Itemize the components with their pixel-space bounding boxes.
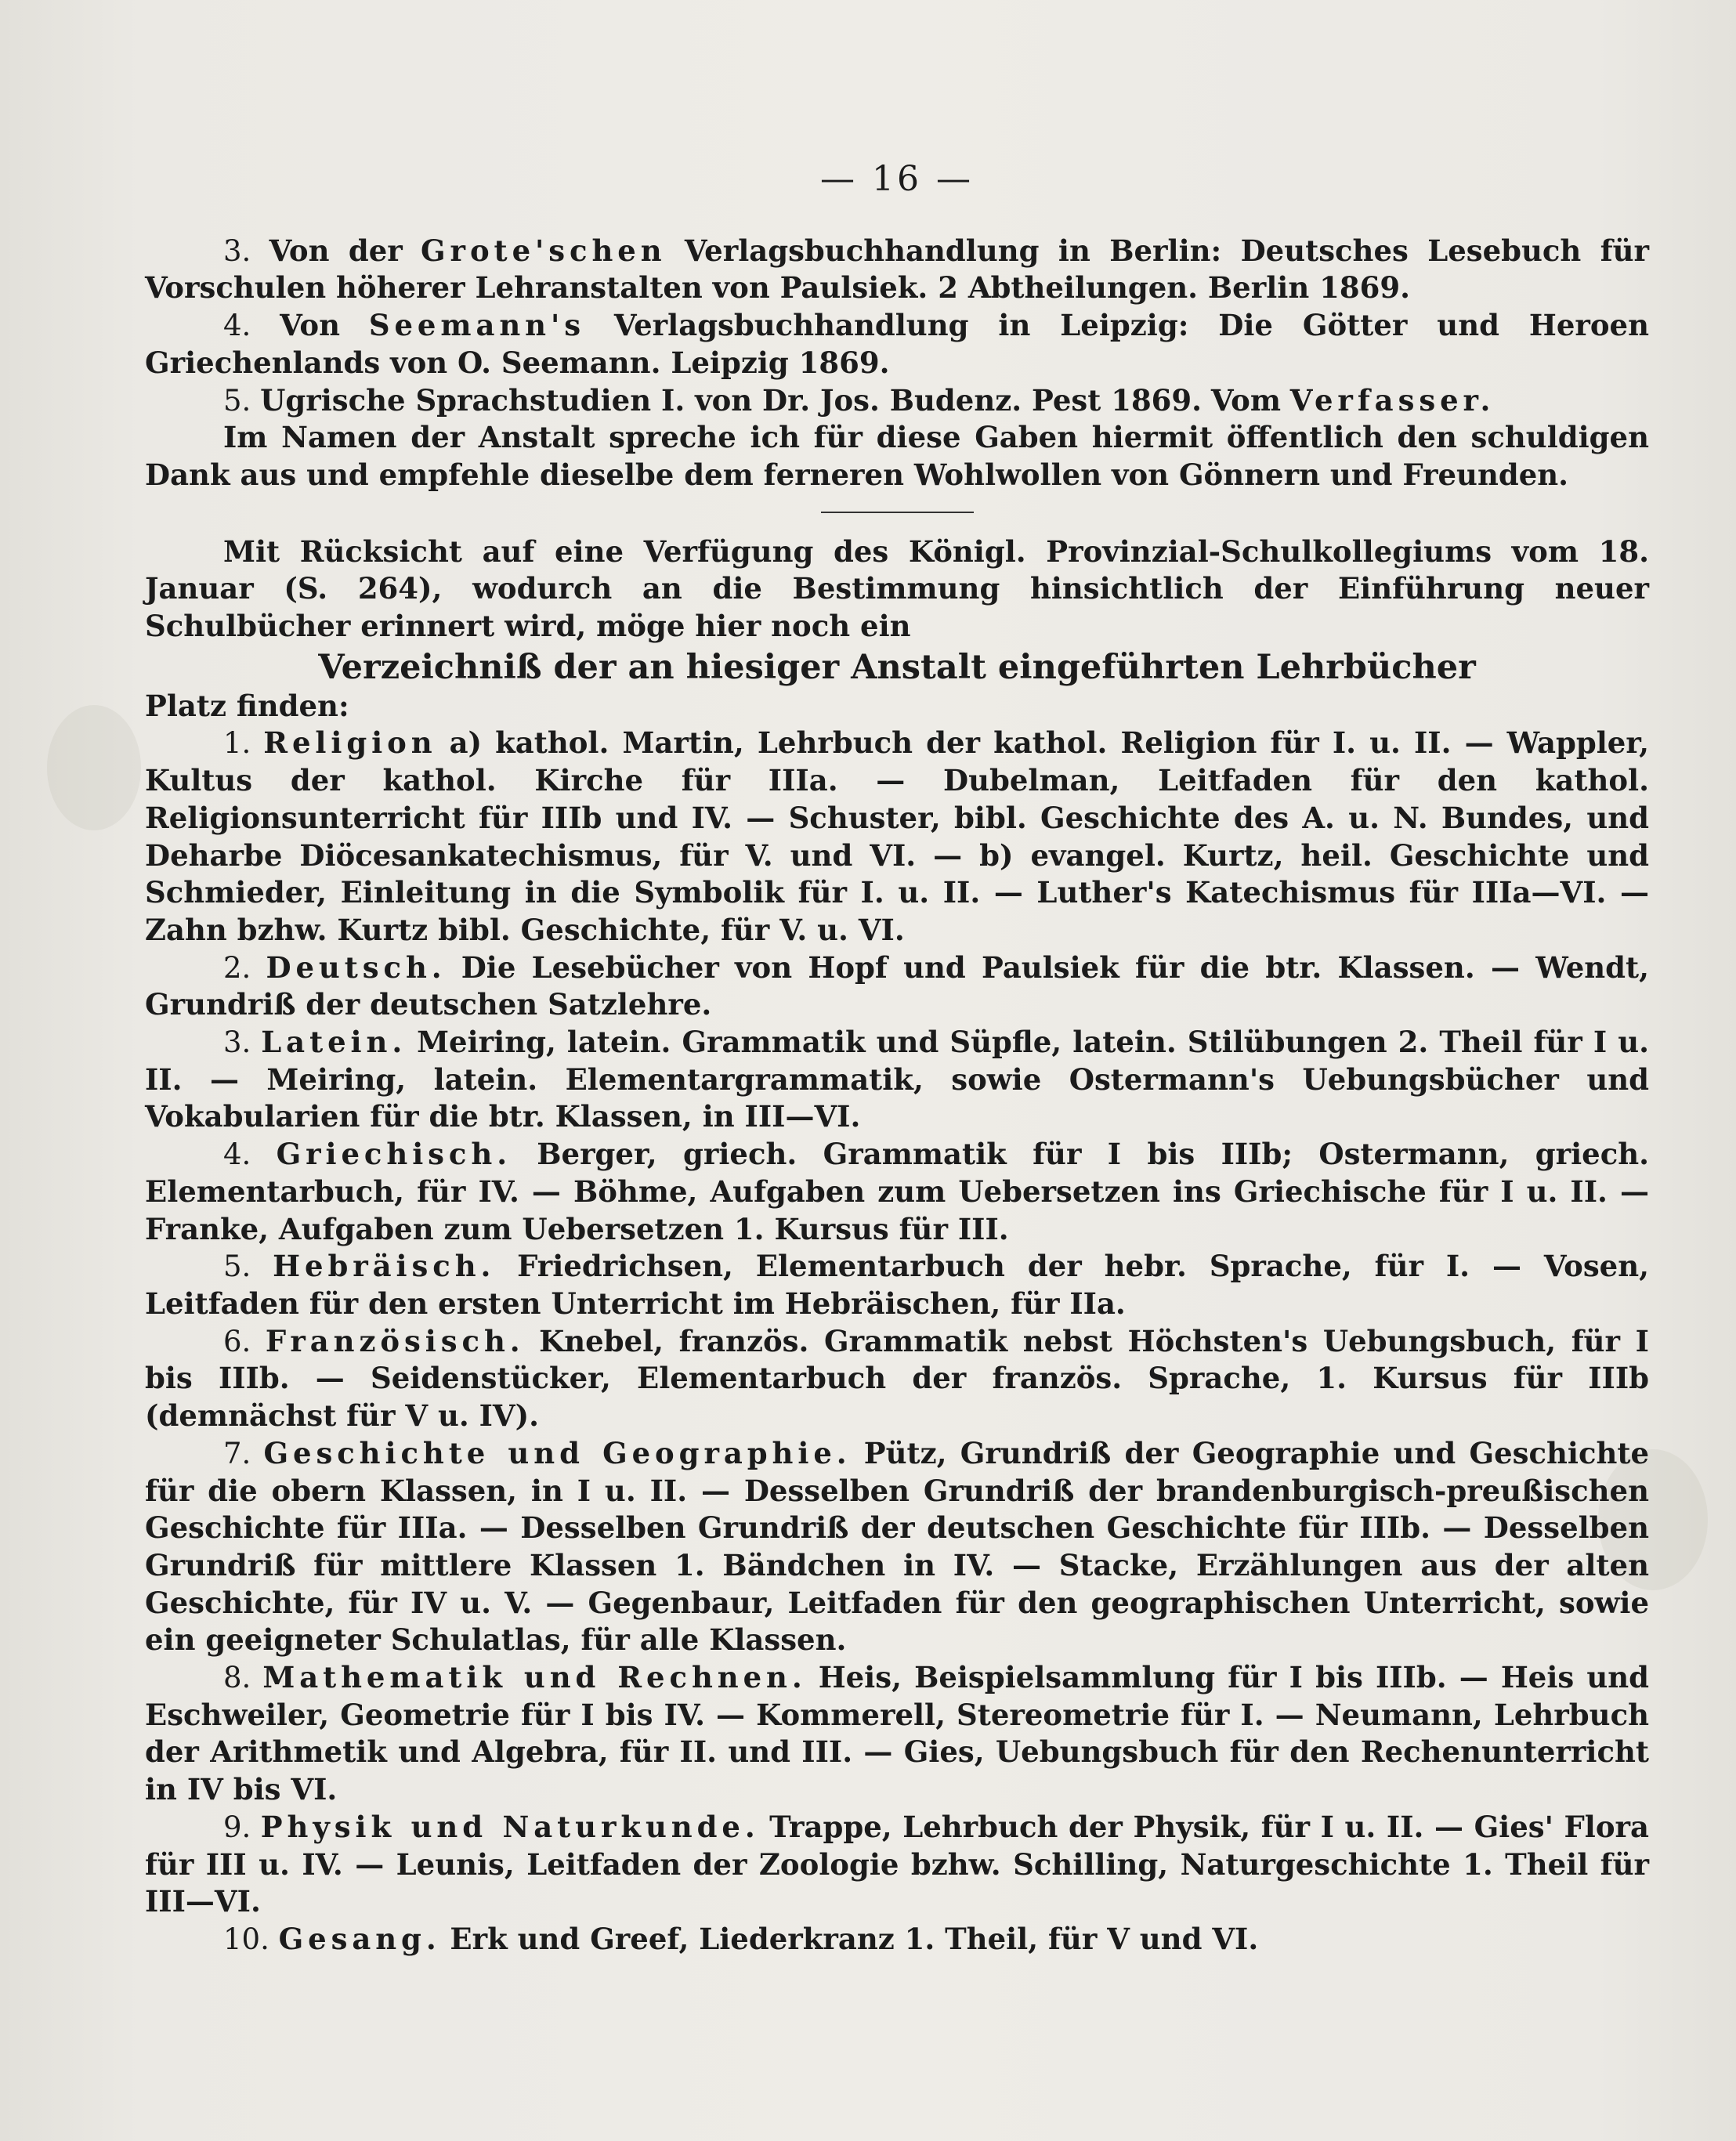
donation-item: 4. Von Seemann's Verlagsbuchhandlung in Leipzig: Die Götter und Heroen Griechenlands von O. Seemann. Leipzig 1869. [145,308,1650,380]
intro-paragraph: Mit Rücksicht auf eine Verfügung des Königl. Provinzial-Schulkollegiums vom 18. Januar (S. 264), wodurch an die Bestimmung hinsichtlich der Einführung neuer Schulbücher erinnert wird, möge hier noch ein [145,533,1649,644]
intro-continuation: Platz finden: [145,688,349,723]
textbook-list [145,725,1649,1958]
subject-item: 4. Griechisch. Berger, griech. Grammatik für I bis IIIb; Ostermann, griech. Elementarbuch, für IV. — Böhme, Aufgaben zum Uebersetzen ins Griechische für I u. II. — Franke, Aufgaben zum Uebersetzen 1. Kursus für III. [145,1137,1650,1246]
page-content [145,161,1649,1958]
donation-list [145,233,1649,494]
subject-item: 5. Hebräisch. Friedrichsen, Elementarbuch der hebr. Sprache, für I. — Vosen, Leitfaden für den ersten Unterricht im Hebräischen, für IIa. [145,1249,1650,1321]
subject-item: 8. Mathematik und Rechnen. Heis, Beispielsammlung für I bis IIIb. — Heis und Eschweiler, Geometrie für I bis IV. — Kommerell, Stereometrie für I. — Neumann, Lehrbuch der Arithmetik und Algebra, für II. und III. — Gies, Uebungsbuch für den Rechenunterricht in IV bis VI. [145,1660,1650,1807]
subject-item: 1. Religion a) kathol. Martin, Lehrbuch der kathol. Religion für I. u. II. — Wappler, Kultus der kathol. Kirche für IIIa. — Dubelman, Leitfaden für den kathol. Religionsunterricht für IIIb und IV. — Schuster, bibl. Geschichte des A. u. N. Bundes, und Deharbe Diöcesankatechismus, für V. und VI. — b) evangel. Kurtz, heil. Geschichte und Schmieder, Einleitung in die Symbolik für I. u. II. — Luther's Katechismus für IIIa—VI. — Zahn bzhw. Kurtz bibl. Geschichte, für V. u. VI. [145,725,1650,947]
section-divider [821,512,974,513]
subject-item: 3. Latein. Meiring, latein. Grammatik und Süpfle, latein. Stilübungen 2. Theil für I u. II. — Meiring, latein. Elementargrammatik, sowie Ostermann's Uebungsbücher und Vokabularien für die btr. Klassen, in III—VI. [145,1025,1649,1134]
page-number: — 16 — [820,159,974,199]
thanks-paragraph: Im Namen der Anstalt spreche ich für diese Gaben hiermit öffentlich den schuldigen Dank aus und empfehle dieselbe dem ferneren Wohlwollen von Gönnern und Freunden. [145,420,1649,492]
donation-item: 3. Von der Grote'schen Verlagsbuchhandlung in Berlin: Deutsches Lesebuch für Vorschulen höherer Lehranstalten von Paulsiek. 2 Abtheilungen. Berlin 1869. [145,233,1650,306]
donation-item: 5. Ugrische Sprachstudien I. von Dr. Jos. Budenz. Pest 1869. Vom Verfasser. [223,382,1495,418]
subject-item: 9. Physik und Naturkunde. Trappe, Lehrbuch der Physik, für I u. II. — Gies' Flora für III u. IV. — Leunis, Leitfaden der Zoologie bzhw. Schilling, Naturgeschichte 1. Theil für III—VI. [145,1809,1650,1919]
subject-item: 7. Geschichte und Geographie. Pütz, Grundriß der Geographie und Geschichte für die obern Klassen, in I u. II. — Desselben Grundriß der brandenburgisch-preußischen Geschichte für IIIa. — Desselben Grundriß der deutschen Geschichte für IIIb. — Desselben Grundriß für mittlere Klassen 1. Bändchen in IV. — Stacke, Erzählungen aus der alten Geschichte, für IV u. V. — Gegenbaur, Leitfaden für den geographischen Unterricht, sowie ein geeigneter Schulatlas, für alle Klassen. [145,1435,1650,1658]
subject-item: 2. Deutsch. Die Lesebücher von Hopf und Paulsiek für die btr. Klassen. — Wendt, Grundriß der deutschen Satzlehre. [145,949,1650,1022]
subject-item: 6. Französisch. Knebel, französ. Grammatik nebst Höchsten's Uebungsbuch, für I bis IIIb. — Seidenstücker, Elementarbuch der französ. Sprache, 1. Kursus für IIIb (demnächst für V u. IV). [145,1323,1649,1434]
paper-stain [47,705,141,830]
section-heading: Verzeichniß der an hiesiger Anstalt eingeführten Lehrbücher [318,647,1476,687]
subject-item: 10. Gesang. Erk und Greef, Liederkranz 1. Theil, für V und VI. [223,1921,1259,1956]
